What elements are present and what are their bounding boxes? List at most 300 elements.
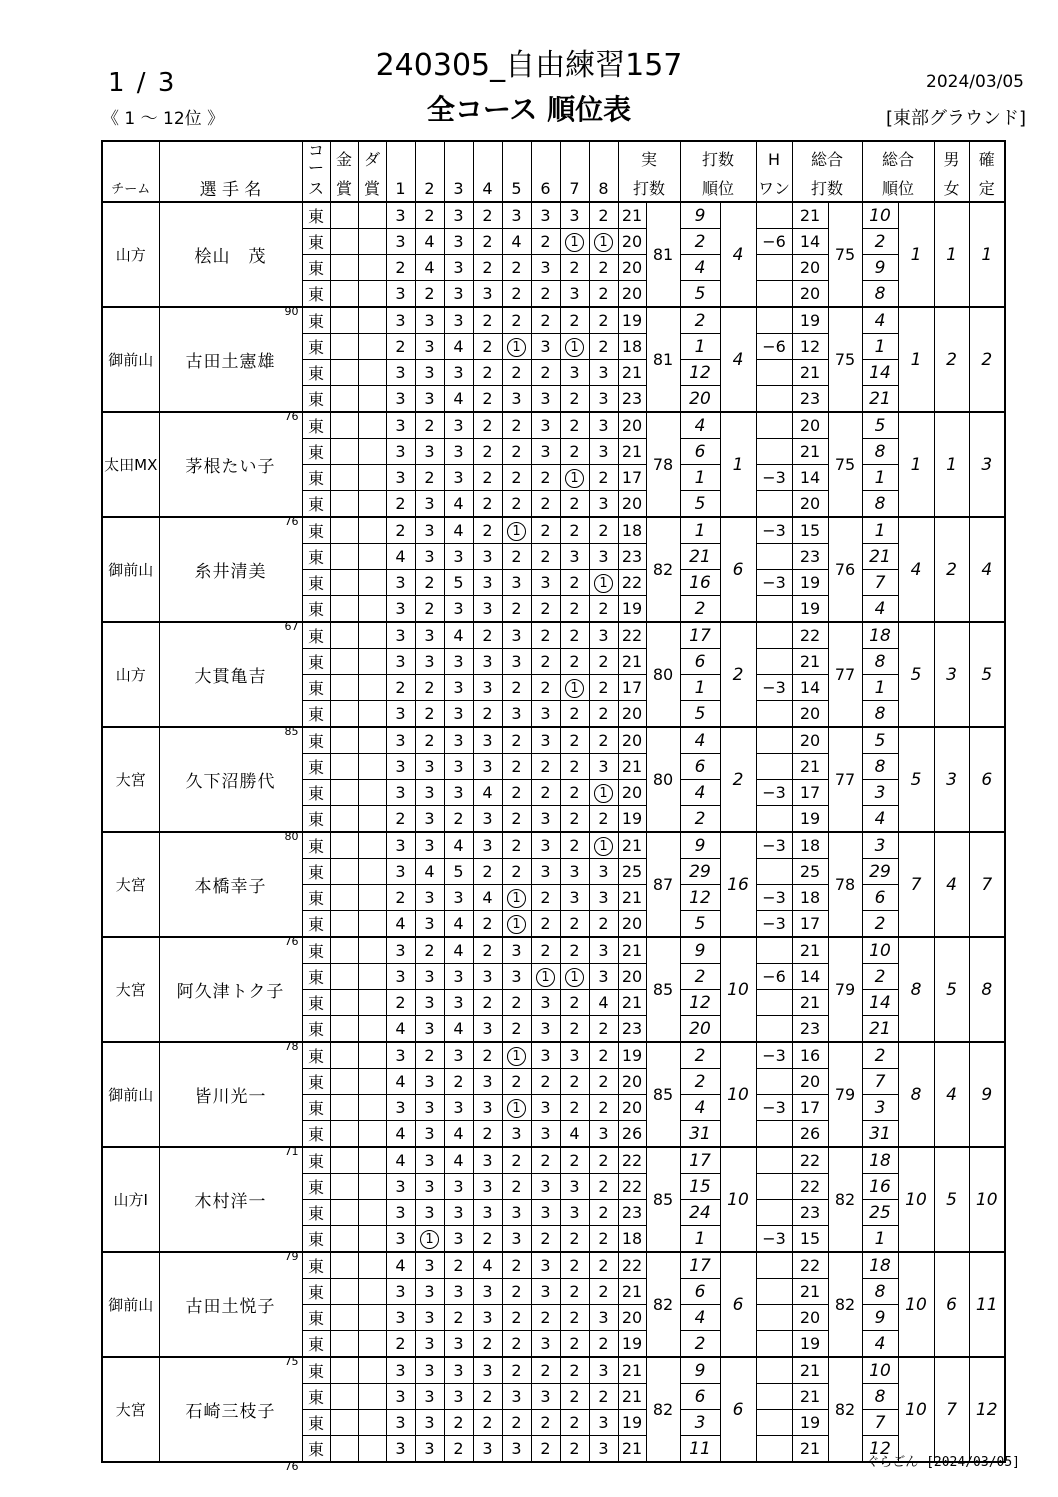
- round-rank-cell: 4: [680, 727, 720, 754]
- hole-in-one-bonus-cell: [756, 412, 792, 439]
- strokes-rank-cell: 2: [720, 622, 756, 727]
- round-rank-cell: 1: [680, 1226, 720, 1253]
- course-cell: 東: [302, 386, 330, 413]
- hole-score-cell: 4: [415, 229, 444, 255]
- hole-score-cell: 2: [502, 360, 531, 386]
- round-rank-cell: 4: [680, 1095, 720, 1121]
- gold-award-cell: [330, 1279, 358, 1305]
- da-award-cell: [358, 596, 386, 623]
- hole-score-cell: 2: [444, 1069, 473, 1095]
- round-total-cell: 20: [792, 412, 828, 439]
- round-total-cell: 23: [792, 1200, 828, 1226]
- hole-score-cell: 2: [560, 517, 589, 544]
- course-cell: 東: [302, 439, 330, 465]
- course-cell: 東: [302, 859, 330, 885]
- hole-in-one-bonus-cell: [756, 1016, 792, 1043]
- round-total-cell: 20: [792, 255, 828, 281]
- total-rank-cell: 4: [898, 517, 934, 622]
- da-award-cell: [358, 465, 386, 491]
- round-rank-cell: 4: [680, 1305, 720, 1331]
- hole-score-cell: 2: [415, 412, 444, 439]
- course-cell: 東: [302, 1200, 330, 1226]
- hole-score-cell: 3: [531, 202, 560, 229]
- total-strokes-cell: 82: [828, 1147, 862, 1252]
- gold-award-cell: [330, 675, 358, 701]
- actual-strokes-cell: 85: [646, 1042, 680, 1147]
- round-total-rank-cell: 2: [862, 1042, 898, 1069]
- hole-score-cell: 2: [589, 911, 618, 938]
- hole-score-cell: 2: [502, 1174, 531, 1200]
- hole-score-cell: 2: [444, 1305, 473, 1331]
- round-strokes-cell: 23: [618, 1200, 646, 1226]
- hole-score-cell: 4: [386, 911, 415, 938]
- hole-score-cell: 4: [473, 1252, 502, 1279]
- round-rank-cell: 9: [680, 202, 720, 229]
- gender-rank-cell: 1: [934, 202, 969, 307]
- final-rank-cell: 12: [969, 1357, 1005, 1462]
- hole-in-one-bonus-cell: −3: [756, 517, 792, 544]
- total-rank-cell: 1: [898, 202, 934, 307]
- gender-rank-cell: 3: [934, 622, 969, 727]
- hole-in-one-score: 1: [507, 338, 526, 357]
- col-h-top: H: [756, 141, 792, 176]
- col-strokes-rank-bot: 順位: [680, 176, 756, 202]
- hole-score-cell: 2: [473, 229, 502, 255]
- col-da-top: ダ: [358, 141, 386, 176]
- course-cell: 東: [302, 990, 330, 1016]
- gold-award-cell: [330, 202, 358, 229]
- total-strokes-cell: 75: [828, 202, 862, 307]
- hole-score-cell: 4: [444, 334, 473, 360]
- hole-score-cell: 2: [473, 1042, 502, 1069]
- hole-score-cell: 2: [473, 1410, 502, 1436]
- hole-score-cell: [589, 780, 618, 806]
- course-cell: 東: [302, 229, 330, 255]
- final-rank-cell: 1: [969, 202, 1005, 307]
- hole-score-cell: 2: [502, 1069, 531, 1095]
- round-total-rank-cell: 7: [862, 1410, 898, 1436]
- hole-score-cell: 3: [386, 1436, 415, 1463]
- da-award-cell: [358, 229, 386, 255]
- round-total-rank-cell: 18: [862, 1147, 898, 1174]
- round-strokes-cell: 21: [618, 754, 646, 780]
- hole-in-one-bonus-cell: −3: [756, 780, 792, 806]
- da-award-cell: [358, 1200, 386, 1226]
- round-total-rank-cell: 18: [862, 622, 898, 649]
- round-total-cell: 19: [792, 1410, 828, 1436]
- gold-award-cell: [330, 255, 358, 281]
- col-hole-top: [589, 141, 618, 176]
- hole-score-cell: 3: [415, 911, 444, 938]
- final-rank-cell: 4: [969, 517, 1005, 622]
- hole-score-cell: 2: [560, 622, 589, 649]
- col-actual-top: 実: [618, 141, 680, 176]
- total-rank-cell: 1: [898, 307, 934, 412]
- da-award-cell: [358, 832, 386, 859]
- gold-award-cell: [330, 727, 358, 754]
- hole-score-cell: 4: [444, 1016, 473, 1043]
- hole-score-cell: 3: [531, 386, 560, 413]
- col-hole-6: 6: [531, 176, 560, 202]
- player-age: 90: [284, 305, 299, 318]
- hole-score-cell: 3: [473, 1357, 502, 1384]
- hole-in-one-bonus-cell: [756, 701, 792, 728]
- da-award-cell: [358, 439, 386, 465]
- hole-score-cell: 3: [415, 754, 444, 780]
- hole-score-cell: 2: [444, 1252, 473, 1279]
- hole-score-cell: [502, 517, 531, 544]
- round-strokes-cell: 19: [618, 806, 646, 833]
- hole-score-cell: [589, 570, 618, 596]
- hole-score-cell: 3: [415, 307, 444, 334]
- hole-score-cell: 2: [560, 1095, 589, 1121]
- gold-award-cell: [330, 859, 358, 885]
- hole-score-cell: 2: [531, 465, 560, 491]
- hole-score-cell: 3: [473, 832, 502, 859]
- hole-score-cell: 2: [560, 806, 589, 833]
- player-name-cell: [159, 412, 302, 528]
- round-total-cell: 19: [792, 570, 828, 596]
- round-total-rank-cell: 16: [862, 1174, 898, 1200]
- round-rank-cell: 20: [680, 1016, 720, 1043]
- hole-score-cell: 5: [444, 570, 473, 596]
- course-cell: 東: [302, 649, 330, 675]
- hole-score-cell: 2: [415, 727, 444, 754]
- da-award-cell: [358, 1279, 386, 1305]
- hole-score-cell: 3: [386, 754, 415, 780]
- hole-in-one-bonus-cell: −3: [756, 885, 792, 911]
- round-rank-cell: 16: [680, 570, 720, 596]
- hole-score-cell: 4: [386, 1016, 415, 1043]
- hole-score-cell: 3: [444, 1226, 473, 1253]
- round-strokes-cell: 17: [618, 465, 646, 491]
- player-name: 大貫亀吉: [194, 667, 267, 687]
- course-cell: 東: [302, 517, 330, 544]
- round-total-rank-cell: 5: [862, 412, 898, 439]
- round-strokes-cell: 20: [618, 727, 646, 754]
- round-rank-cell: 2: [680, 229, 720, 255]
- total-rank-cell: 10: [898, 1357, 934, 1462]
- hole-score-cell: 3: [531, 990, 560, 1016]
- hole-score-cell: 3: [589, 964, 618, 990]
- table-row: [102, 412, 1005, 439]
- hole-score-cell: 2: [560, 937, 589, 964]
- hole-score-cell: 3: [386, 1200, 415, 1226]
- da-award-cell: [358, 701, 386, 728]
- gender-rank-cell: 1: [934, 412, 969, 517]
- hole-score-cell: 3: [415, 780, 444, 806]
- actual-strokes-cell: 80: [646, 622, 680, 727]
- hole-score-cell: 3: [531, 439, 560, 465]
- hole-score-cell: 3: [444, 307, 473, 334]
- col-hole-top: [473, 141, 502, 176]
- hole-score-cell: 3: [502, 622, 531, 649]
- da-award-cell: [358, 990, 386, 1016]
- total-rank-cell: 1: [898, 412, 934, 517]
- hole-score-cell: 3: [415, 832, 444, 859]
- course-cell: 東: [302, 780, 330, 806]
- hole-score-cell: [502, 1042, 531, 1069]
- gold-award-cell: [330, 412, 358, 439]
- hole-in-one-bonus-cell: −3: [756, 1095, 792, 1121]
- col-hole-7: 7: [560, 176, 589, 202]
- round-total-rank-cell: 14: [862, 360, 898, 386]
- hole-score-cell: 3: [415, 885, 444, 911]
- hole-score-cell: 2: [531, 1305, 560, 1331]
- total-strokes-cell: 75: [828, 307, 862, 412]
- hole-score-cell: 2: [531, 675, 560, 701]
- da-award-cell: [358, 255, 386, 281]
- hole-in-one-bonus-cell: −3: [756, 465, 792, 491]
- gender-rank-cell: 5: [934, 937, 969, 1042]
- round-rank-cell: 2: [680, 806, 720, 833]
- col-final-bot: 定: [969, 176, 1005, 202]
- hole-score-cell: 2: [560, 307, 589, 334]
- course-cell: 東: [302, 1279, 330, 1305]
- round-total-rank-cell: 25: [862, 1200, 898, 1226]
- col-hole-top: [415, 141, 444, 176]
- round-strokes-cell: 18: [618, 334, 646, 360]
- hole-score-cell: 3: [386, 1384, 415, 1410]
- hole-score-cell: 3: [531, 1042, 560, 1069]
- hole-score-cell: 2: [589, 1016, 618, 1043]
- hole-score-cell: 2: [473, 491, 502, 518]
- round-total-cell: 22: [792, 1252, 828, 1279]
- round-strokes-cell: 18: [618, 1226, 646, 1253]
- hole-score-cell: [502, 334, 531, 360]
- round-strokes-cell: 19: [618, 596, 646, 623]
- round-total-cell: 22: [792, 622, 828, 649]
- player-name: 木村洋一: [194, 1192, 267, 1212]
- hole-score-cell: 2: [386, 517, 415, 544]
- hole-score-cell: 3: [531, 832, 560, 859]
- da-award-cell: [358, 1069, 386, 1095]
- round-total-rank-cell: 10: [862, 1357, 898, 1384]
- hole-score-cell: 2: [531, 544, 560, 570]
- gold-award-cell: [330, 596, 358, 623]
- hole-in-one-score: 1: [594, 784, 613, 803]
- hole-score-cell: 3: [444, 439, 473, 465]
- round-total-rank-cell: 10: [862, 202, 898, 229]
- hole-in-one-bonus-cell: −3: [756, 1226, 792, 1253]
- final-rank-cell: 8: [969, 937, 1005, 1042]
- hole-score-cell: 2: [473, 622, 502, 649]
- strokes-rank-cell: 6: [720, 1252, 756, 1357]
- total-rank-cell: 8: [898, 1042, 934, 1147]
- hole-score-cell: 3: [560, 202, 589, 229]
- hole-score-cell: 3: [531, 570, 560, 596]
- round-total-rank-cell: 14: [862, 990, 898, 1016]
- da-award-cell: [358, 360, 386, 386]
- round-total-cell: 21: [792, 990, 828, 1016]
- player-age: 76: [284, 935, 299, 948]
- hole-score-cell: 2: [473, 1384, 502, 1410]
- final-rank-cell: 2: [969, 307, 1005, 412]
- hole-in-one-bonus-cell: −3: [756, 911, 792, 938]
- hole-score-cell: [589, 229, 618, 255]
- round-strokes-cell: 22: [618, 1252, 646, 1279]
- gold-award-cell: [330, 937, 358, 964]
- round-total-cell: 14: [792, 229, 828, 255]
- hole-score-cell: [560, 334, 589, 360]
- total-strokes-cell: 82: [828, 1357, 862, 1462]
- hole-score-cell: 2: [502, 596, 531, 623]
- hole-score-cell: 2: [560, 1331, 589, 1358]
- round-total-rank-cell: 4: [862, 806, 898, 833]
- round-total-rank-cell: 8: [862, 754, 898, 780]
- hole-score-cell: 3: [560, 859, 589, 885]
- hole-score-cell: 3: [560, 360, 589, 386]
- strokes-rank-cell: 16: [720, 832, 756, 937]
- player-name: 糸井清美: [194, 562, 267, 582]
- hole-in-one-bonus-cell: [756, 202, 792, 229]
- course-cell: 東: [302, 1436, 330, 1463]
- col-player: 選 手 名: [159, 141, 302, 202]
- hole-score-cell: 2: [415, 1042, 444, 1069]
- hole-score-cell: 2: [560, 1226, 589, 1253]
- gold-award-cell: [330, 491, 358, 518]
- gold-award-cell: [330, 1331, 358, 1358]
- gold-award-cell: [330, 1305, 358, 1331]
- hole-score-cell: 4: [386, 1147, 415, 1174]
- da-award-cell: [358, 307, 386, 334]
- round-rank-cell: 6: [680, 1279, 720, 1305]
- player-name-cell: [159, 832, 302, 948]
- hole-score-cell: 3: [589, 439, 618, 465]
- hole-score-cell: 2: [444, 806, 473, 833]
- hole-in-one-score: 1: [507, 889, 526, 908]
- round-strokes-cell: 20: [618, 229, 646, 255]
- hole-score-cell: 2: [502, 1016, 531, 1043]
- round-total-rank-cell: 1: [862, 465, 898, 491]
- round-strokes-cell: 22: [618, 1174, 646, 1200]
- hole-score-cell: 2: [473, 1226, 502, 1253]
- course-cell: 東: [302, 465, 330, 491]
- strokes-rank-cell: 10: [720, 1147, 756, 1252]
- col-hole-top: [444, 141, 473, 176]
- hole-score-cell: 4: [444, 937, 473, 964]
- col-hole-top: [531, 141, 560, 176]
- round-strokes-cell: 22: [618, 1147, 646, 1174]
- gold-award-cell: [330, 1042, 358, 1069]
- player-age: 76: [284, 1460, 299, 1473]
- hole-in-one-bonus-cell: [756, 307, 792, 334]
- hole-score-cell: 2: [531, 622, 560, 649]
- round-total-rank-cell: 21: [862, 544, 898, 570]
- round-total-cell: 12: [792, 334, 828, 360]
- round-total-cell: 19: [792, 806, 828, 833]
- hole-in-one-bonus-cell: [756, 1305, 792, 1331]
- round-total-cell: 16: [792, 1042, 828, 1069]
- hole-score-cell: 2: [415, 675, 444, 701]
- hole-score-cell: 3: [415, 1069, 444, 1095]
- hole-score-cell: 2: [473, 202, 502, 229]
- round-total-cell: 18: [792, 885, 828, 911]
- hole-score-cell: 3: [531, 1331, 560, 1358]
- total-rank-cell: 8: [898, 937, 934, 1042]
- hole-score-cell: 2: [531, 1147, 560, 1174]
- hole-score-cell: 3: [444, 1279, 473, 1305]
- hole-score-cell: [531, 964, 560, 990]
- hole-score-cell: 3: [386, 1305, 415, 1331]
- gold-award-cell: [330, 1410, 358, 1436]
- hole-score-cell: 3: [589, 412, 618, 439]
- hole-score-cell: 3: [589, 360, 618, 386]
- course-cell: 東: [302, 911, 330, 938]
- table-row: [102, 307, 1005, 334]
- hole-score-cell: 2: [502, 780, 531, 806]
- round-total-cell: 20: [792, 1305, 828, 1331]
- da-award-cell: [358, 1410, 386, 1436]
- round-rank-cell: 9: [680, 937, 720, 964]
- gold-award-cell: [330, 622, 358, 649]
- player-age: 76: [284, 515, 299, 528]
- hole-score-cell: 3: [502, 1121, 531, 1148]
- total-rank-cell: 5: [898, 622, 934, 727]
- hole-score-cell: 2: [502, 727, 531, 754]
- hole-score-cell: 2: [531, 754, 560, 780]
- hole-score-cell: 3: [589, 622, 618, 649]
- hole-score-cell: 2: [560, 1279, 589, 1305]
- hole-score-cell: 2: [386, 990, 415, 1016]
- hole-score-cell: 3: [415, 1147, 444, 1174]
- table-row: [102, 622, 1005, 649]
- player-name-cell: [159, 307, 302, 423]
- hole-in-one-bonus-cell: [756, 544, 792, 570]
- hole-in-one-bonus-cell: −3: [756, 570, 792, 596]
- round-rank-cell: 1: [680, 675, 720, 701]
- round-strokes-cell: 21: [618, 649, 646, 675]
- hole-score-cell: 2: [560, 1384, 589, 1410]
- col-hole-2: 2: [415, 176, 444, 202]
- hole-score-cell: 2: [589, 1226, 618, 1253]
- da-award-cell: [358, 1174, 386, 1200]
- hole-score-cell: 3: [531, 859, 560, 885]
- round-total-cell: 19: [792, 307, 828, 334]
- course-cell: 東: [302, 964, 330, 990]
- strokes-rank-cell: 10: [720, 937, 756, 1042]
- hole-score-cell: 2: [502, 1305, 531, 1331]
- strokes-rank-cell: 1: [720, 412, 756, 517]
- da-award-cell: [358, 937, 386, 964]
- total-strokes-cell: 77: [828, 727, 862, 832]
- round-total-cell: 21: [792, 1279, 828, 1305]
- da-award-cell: [358, 622, 386, 649]
- round-total-rank-cell: 7: [862, 570, 898, 596]
- hole-score-cell: 2: [589, 1069, 618, 1095]
- hole-score-cell: 2: [473, 911, 502, 938]
- hole-score-cell: 3: [473, 570, 502, 596]
- hole-in-one-bonus-cell: −6: [756, 334, 792, 360]
- hole-in-one-bonus-cell: −6: [756, 229, 792, 255]
- hole-in-one-bonus-cell: [756, 1279, 792, 1305]
- round-total-rank-cell: 1: [862, 1226, 898, 1253]
- round-rank-cell: 2: [680, 1331, 720, 1358]
- hole-score-cell: [589, 832, 618, 859]
- hole-score-cell: 2: [473, 255, 502, 281]
- round-total-cell: 17: [792, 911, 828, 938]
- hole-score-cell: 3: [415, 1095, 444, 1121]
- round-rank-cell: 5: [680, 491, 720, 518]
- col-gold-bot: 賞: [330, 176, 358, 202]
- round-rank-cell: 17: [680, 1147, 720, 1174]
- gold-award-cell: [330, 1174, 358, 1200]
- hole-in-one-bonus-cell: [756, 937, 792, 964]
- round-total-cell: 21: [792, 360, 828, 386]
- final-rank-cell: 5: [969, 622, 1005, 727]
- hole-score-cell: 3: [560, 1042, 589, 1069]
- hole-score-cell: 4: [560, 1121, 589, 1148]
